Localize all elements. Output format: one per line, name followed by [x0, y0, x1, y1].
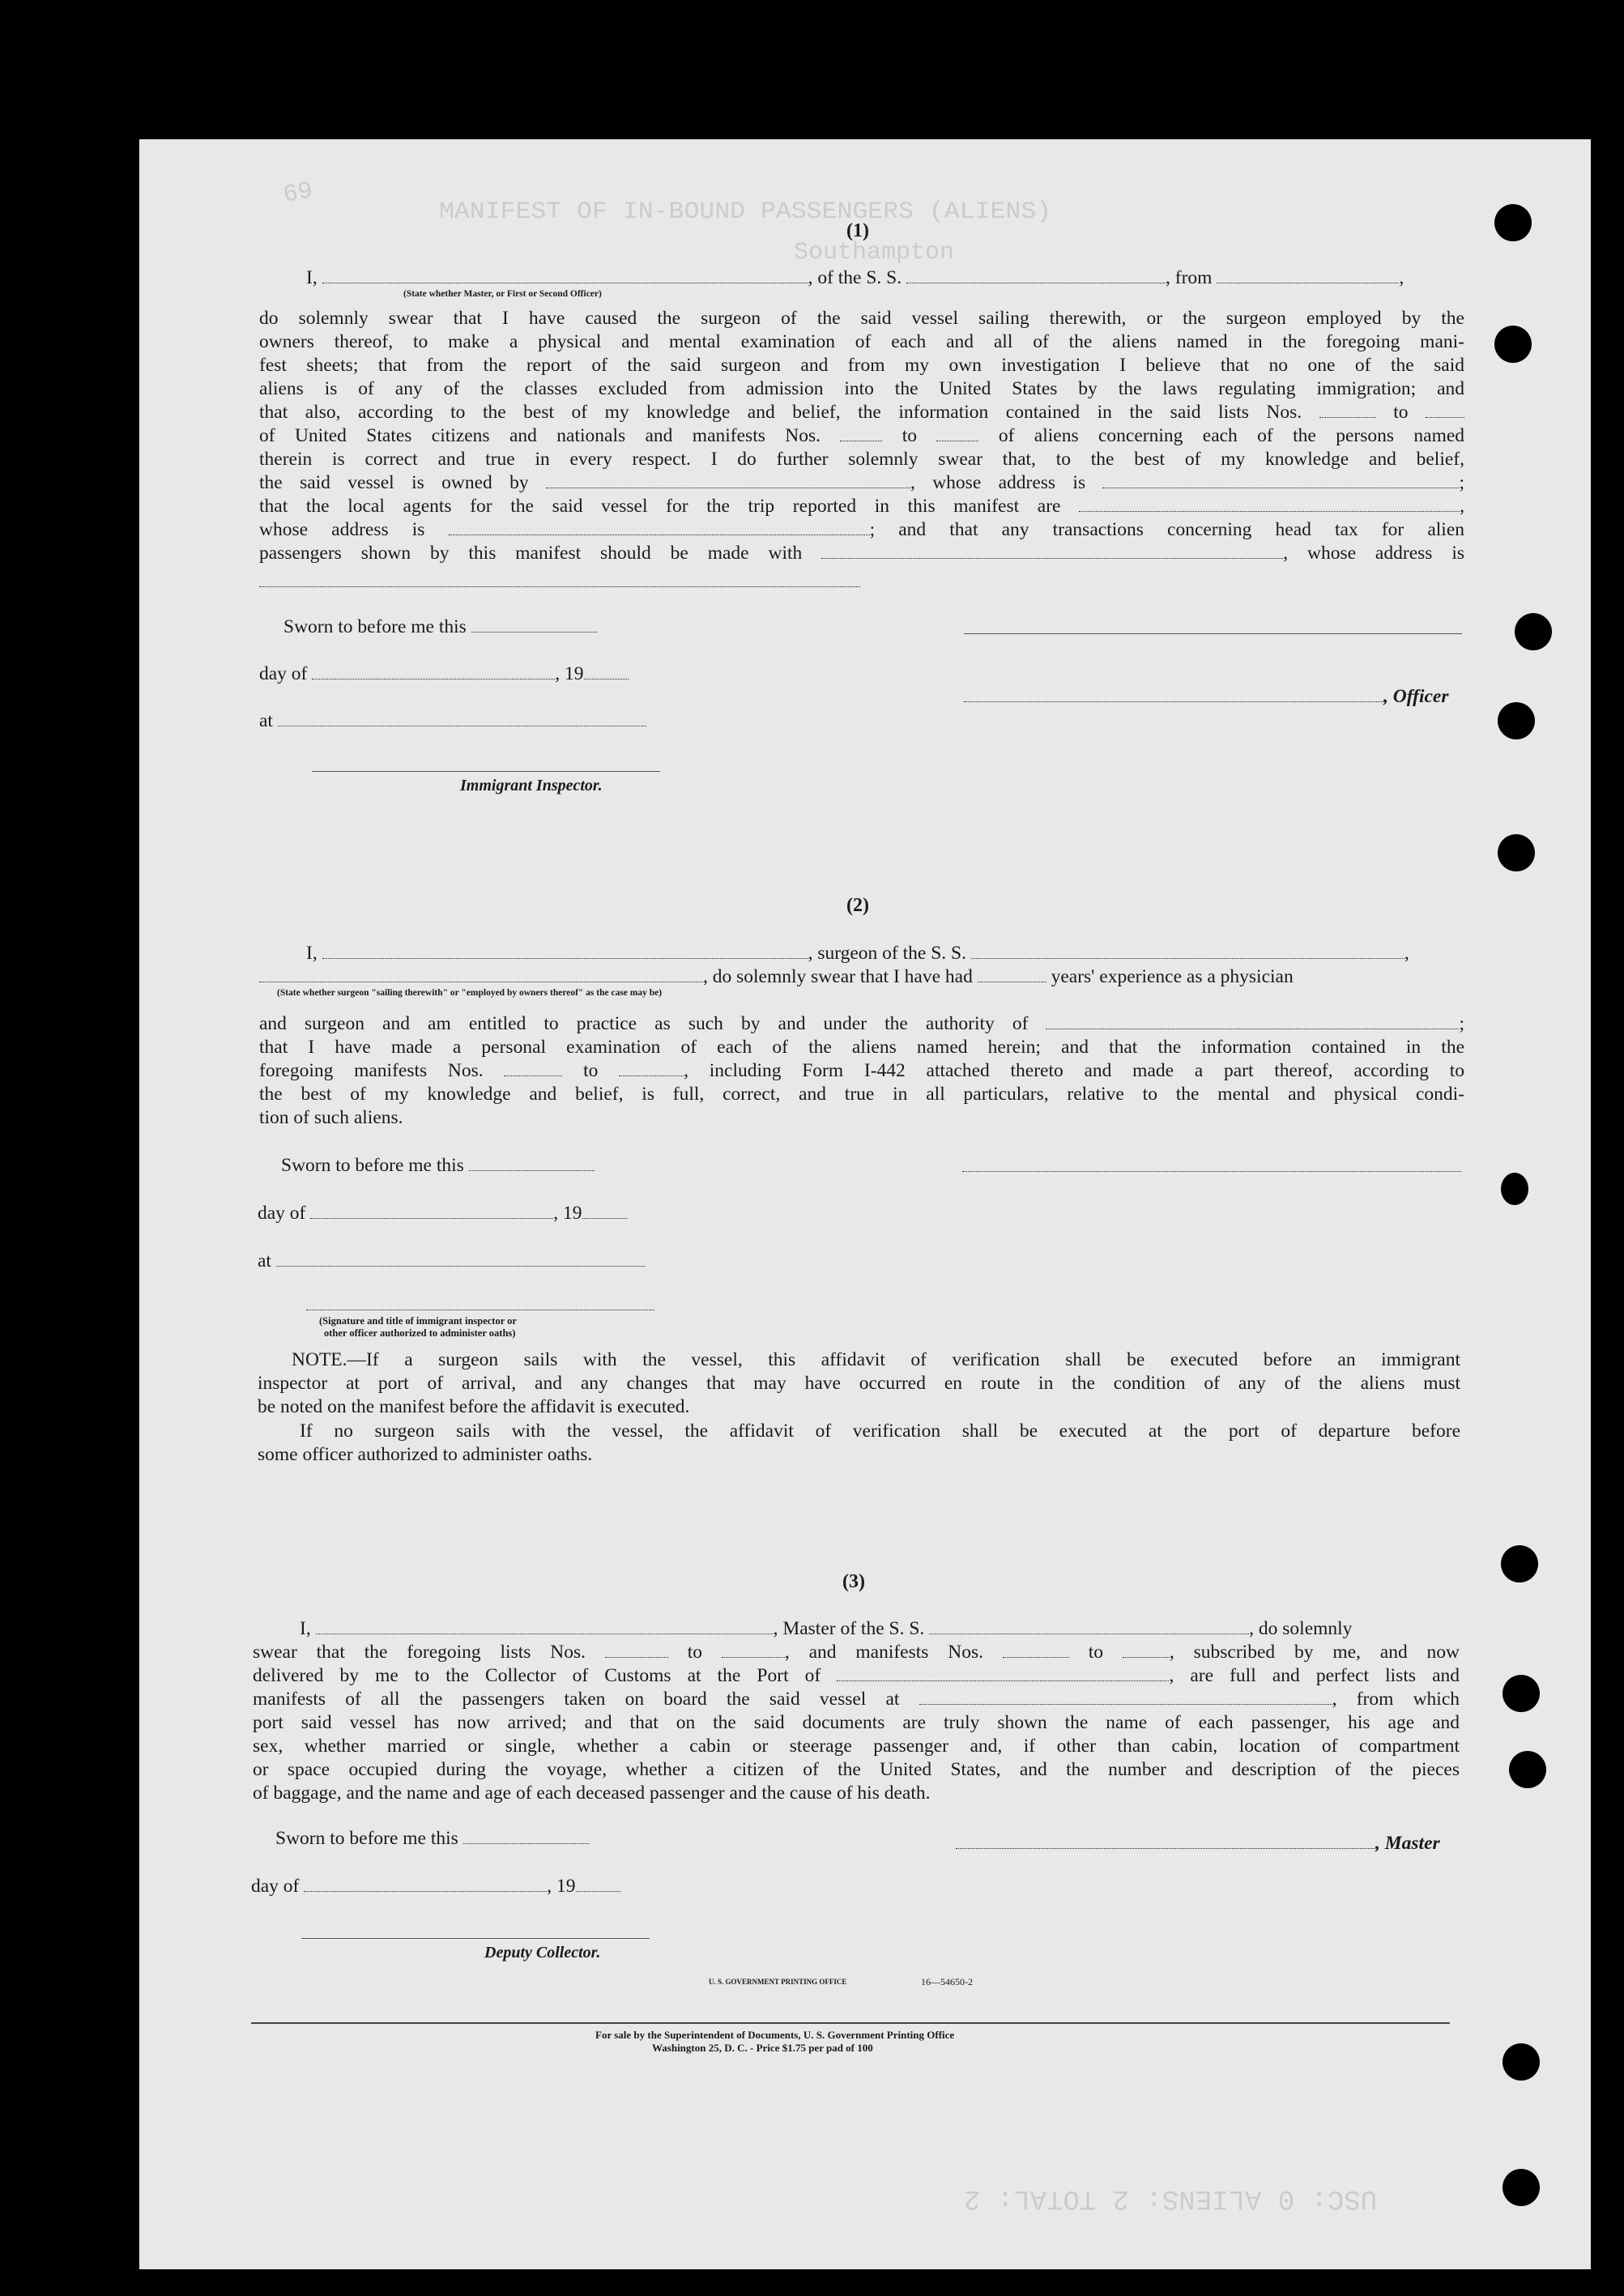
s1-para-line: of United States citizens and nationals and manifests Nos. to of aliens concerning each of the persons named	[259, 425, 1465, 446]
s3-para-line: of baggage, and the name and age of each deceased passenger and the cause of his death.	[253, 1783, 931, 1804]
s1-day-line: day of , 19	[259, 662, 629, 686]
note-line: some officer authorized to administer oaths.	[258, 1444, 593, 1465]
boarding-port-field[interactable]	[919, 1689, 1332, 1705]
s1-sworn-date-field[interactable]	[471, 617, 597, 633]
s1-para-line: whose address is ; and that any transactions concerning head tax for alien	[259, 519, 1465, 540]
master-oath-line: I, , Master of the S. S. , do solemnly	[300, 1618, 1353, 1639]
section-1-number: (1)	[846, 220, 869, 241]
bleed-through-header: MANIFEST OF IN-BOUND PASSENGERS (ALIENS)	[438, 198, 1052, 226]
manifests-to-field[interactable]	[936, 426, 978, 441]
s2-para-line: the best of my knowledge and belief, is full, correct, and true in all particulars, relative to the mental and physical condi-	[259, 1084, 1464, 1105]
s1-para-line: therein is correct and true in every respect. I do further solemnly swear that, to the best of my knowledge and belief,	[259, 449, 1464, 470]
s3-vessel-field[interactable]	[929, 1619, 1249, 1634]
immigrant-inspector-label: Immigrant Inspector.	[460, 777, 603, 794]
s2-sworn-line: Sworn to before me this	[281, 1154, 595, 1178]
s3-lists-from-field[interactable]	[605, 1642, 668, 1658]
bleed-through-totals: USC: 0 ALIENS: 2 TOTAL: 2	[964, 2183, 1378, 2213]
local-agents-field[interactable]	[1079, 496, 1460, 512]
price-notice: Washington 25, D. C. - Price $1.75 per pad of 100	[652, 2042, 873, 2054]
officer-name-field[interactable]	[322, 268, 808, 283]
s3-master-line: , Master	[956, 1832, 1440, 1855]
binder-hole	[1501, 1545, 1538, 1582]
surgeon-name-field[interactable]	[322, 944, 808, 959]
s1-para-line: owners thereof, to make a physical and mental examination of each and all of the aliens named in the foregoing mani-	[259, 331, 1464, 352]
note-line: be noted on the manifest before the affidavit is executed.	[258, 1396, 690, 1417]
lists-to-field[interactable]	[1426, 403, 1464, 418]
s2-para-line: and surgeon and am entitled to practice as such by and under the authority of ;	[259, 1013, 1465, 1034]
deputy-signature-line[interactable]	[301, 1938, 650, 1939]
s2-at-field[interactable]	[276, 1251, 645, 1267]
binder-hole	[1503, 2169, 1540, 2206]
s2-para-line: foregoing manifests Nos. to , including Form I-442 attached thereto and made a part thereof, according to	[259, 1060, 1465, 1081]
owner-address-field[interactable]	[1102, 473, 1459, 488]
s3-para-line: or space occupied during the voyage, whether a citizen of the United States, and the number and description of the pieces	[253, 1759, 1460, 1780]
surgeon-signature-line[interactable]	[962, 1171, 1461, 1172]
s2-manifests-from-field[interactable]	[504, 1061, 562, 1076]
s3-lists-to-field[interactable]	[722, 1642, 785, 1658]
from-port-field[interactable]	[1217, 268, 1399, 283]
s2-para-line: that I have made a personal examination of each of the aliens named herein; and that the information contained in the	[259, 1037, 1464, 1058]
deputy-collector-label: Deputy Collector.	[484, 1944, 601, 1962]
s1-para-line: passengers shown by this manifest should be made with , whose address is	[259, 543, 1464, 564]
years-experience-field[interactable]	[978, 967, 1046, 982]
s2-at-line: at	[258, 1250, 645, 1273]
bleed-through-port: Southampton	[794, 239, 955, 266]
s3-manifests-to-field[interactable]	[1123, 1642, 1170, 1658]
s3-sworn-date-field[interactable]	[463, 1829, 589, 1844]
officer-title-field[interactable]	[964, 687, 1383, 702]
agents-address-field[interactable]	[449, 520, 870, 535]
s3-sworn-line: Sworn to before me this	[275, 1827, 589, 1851]
surgeon-oath-line: I, , surgeon of the S. S. ,	[306, 943, 1409, 964]
s1-para-line: that the local agents for the said vessel for the trip reported in this manifest are ,	[259, 496, 1465, 517]
s3-para-line: sex, whether married or single, whether a cabin or steerage passenger and, if other than cabin, location of compartment	[253, 1736, 1460, 1757]
s3-day-field[interactable]	[304, 1876, 547, 1892]
s3-year-field[interactable]	[576, 1876, 620, 1892]
note-line: If no surgeon sails with the vessel, the affidavit of verification shall be executed at the port of departure before	[300, 1421, 1460, 1442]
binder-hole	[1503, 2043, 1540, 2081]
binder-hole	[1498, 702, 1535, 739]
s3-para-line: manifests of all the passengers taken on board the said vessel at , from which	[253, 1689, 1460, 1710]
s2-year-field[interactable]	[582, 1203, 627, 1219]
surgeon-experience-line: , do solemnly swear that I have had years' experience as a physician	[259, 965, 1294, 989]
section-2-number: (2)	[846, 895, 869, 916]
note-line: inspector at port of arrival, and any changes that may have occurred en route in the condition of any of the aliens must	[258, 1373, 1460, 1394]
s1-at-line: at	[259, 709, 646, 733]
s3-manifests-from-field[interactable]	[1003, 1642, 1069, 1658]
s2-sworn-date-field[interactable]	[469, 1156, 595, 1171]
s1-para-line: that also, according to the best of my knowledge and belief, the information contained in the said lists Nos. to	[259, 401, 1464, 424]
head-tax-address-field[interactable]	[259, 586, 860, 587]
note-line: NOTE.—If a surgeon sails with the vessel, this affidavit of verification shall be executed before an immigrant	[292, 1349, 1460, 1370]
surgeon-status-note: (State whether surgeon "sailing therewith" or "employed by owners thereof" as the case may be)	[277, 988, 663, 998]
collector-port-field[interactable]	[837, 1666, 1169, 1681]
owner-field[interactable]	[546, 473, 910, 488]
s1-para-line: fest sheets; that from the report of the said surgeon and from my own investigation I believe that no one of the said	[259, 355, 1464, 376]
gpo-imprint: U. S. GOVERNMENT PRINTING OFFICE	[709, 1978, 847, 1986]
sale-notice: For sale by the Superintendent of Documents, U. S. Government Printing Office	[595, 2029, 955, 2041]
manifests-from-field[interactable]	[840, 426, 882, 441]
binder-hole	[1515, 613, 1552, 650]
s1-para-line: aliens is of any of the classes excluded from admission into the United States by the laws regulating immigration; and	[259, 378, 1464, 399]
s2-para-line: tion of such aliens.	[259, 1107, 403, 1128]
bleed-through-page-number: 69	[281, 177, 315, 210]
master-name-field[interactable]	[316, 1619, 774, 1634]
lists-from-field[interactable]	[1319, 403, 1376, 418]
binder-hole	[1494, 204, 1532, 241]
binder-hole	[1494, 326, 1532, 363]
s3-para-line: swear that the foregoing lists Nos. to , and manifests Nos. to , subscribed by me, and now	[253, 1642, 1460, 1663]
s2-vessel-field[interactable]	[971, 944, 1404, 959]
s1-at-field[interactable]	[278, 711, 646, 726]
surgeon-status-field[interactable]	[259, 967, 703, 982]
s2-day-field[interactable]	[310, 1203, 553, 1219]
binder-hole	[1509, 1751, 1546, 1788]
officer-rank-note: (State whether Master, or First or Second Officer)	[403, 289, 602, 299]
s2-manifests-to-field[interactable]	[619, 1061, 684, 1076]
form-number: 16—54650-2	[921, 1976, 973, 1987]
s1-day-field[interactable]	[312, 664, 555, 679]
inspector-signature-line[interactable]	[312, 771, 660, 772]
practice-authority-field[interactable]	[1046, 1014, 1459, 1029]
section-3-number: (3)	[842, 1571, 865, 1592]
footer-divider	[251, 2022, 1450, 2024]
signature-title-note: other officer authorized to administer oaths)	[324, 1327, 516, 1339]
vessel-name-field[interactable]	[906, 268, 1166, 283]
s3-day-line: day of , 19	[251, 1875, 620, 1898]
s1-officer-line: , Officer	[964, 685, 1448, 709]
master-signature-field[interactable]	[956, 1834, 1375, 1849]
s3-para-line: delivered by me to the Collector of Customs at the Port of , are full and perfect lists and	[253, 1665, 1460, 1686]
officer-signature-line[interactable]	[964, 633, 1462, 634]
binder-hole	[1503, 1675, 1540, 1712]
s1-para-line: the said vessel is owned by , whose address is ;	[259, 472, 1465, 493]
s3-para-line: port said vessel has now arrived; and that on the said documents are truly shown the name of each passenger, his age and	[253, 1712, 1460, 1733]
s1-para-line: do solemnly swear that I have caused the surgeon of the said vessel sailing therewith, or the surgeon employed by the	[259, 308, 1464, 329]
s2-day-line: day of , 19	[258, 1202, 627, 1225]
binder-hole	[1501, 1173, 1528, 1205]
signature-title-note: (Signature and title of immigrant inspector or	[319, 1315, 517, 1327]
s1-year-field[interactable]	[584, 664, 629, 679]
head-tax-contact-field[interactable]	[821, 543, 1283, 559]
s1-sworn-line: Sworn to before me this	[283, 616, 597, 639]
binder-hole	[1498, 834, 1535, 871]
master-oath-line: I, , of the S. S. , from ,	[306, 267, 1404, 288]
